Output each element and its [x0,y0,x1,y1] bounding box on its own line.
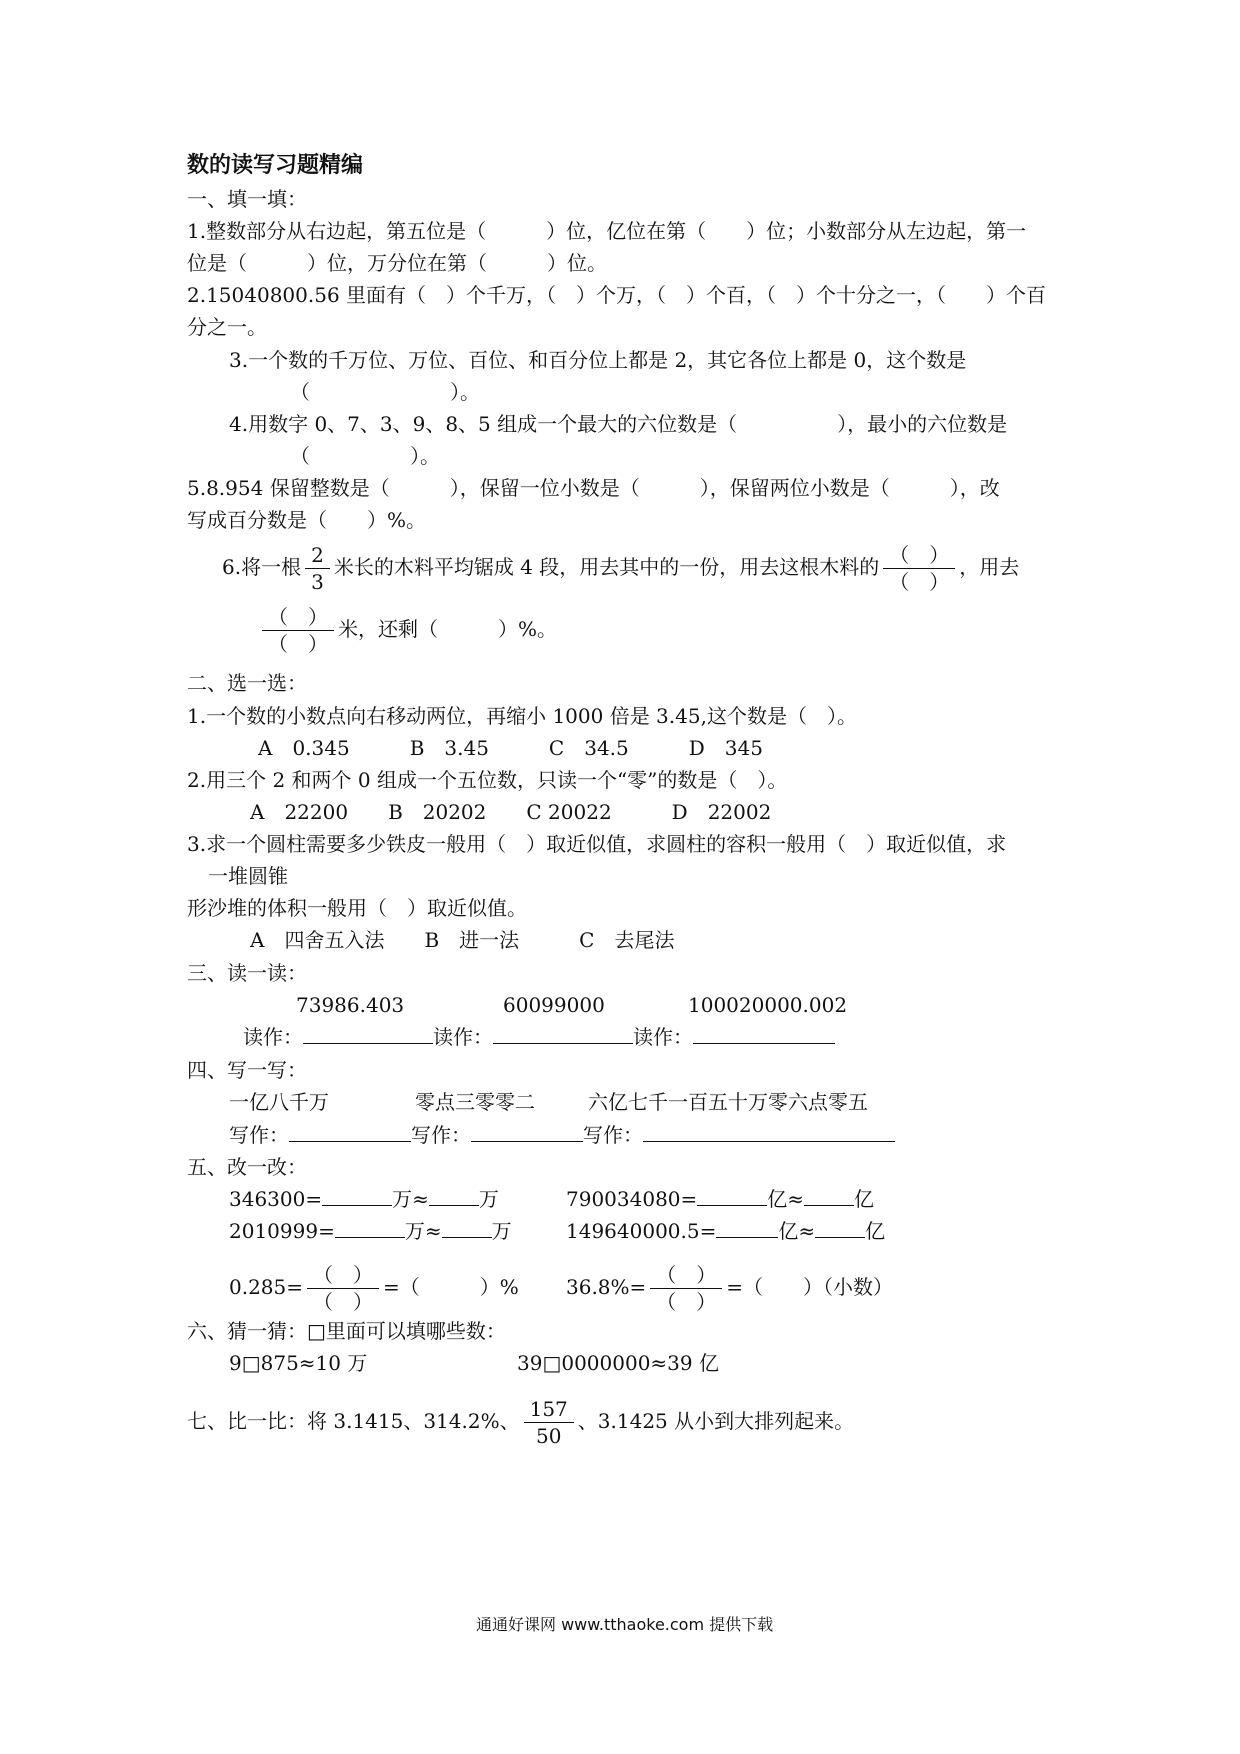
blank-denominator: （ ） [313,1290,374,1314]
unit-approx: 亿≈ [778,1219,816,1243]
q6-line2-end: 米，还剩（ ）%。 [338,617,558,641]
write-answer-row [229,1122,895,1148]
answer-blank [429,1187,479,1206]
answer-blank [442,1219,492,1238]
s2-question-3-line3: 形沙堆的体积一般用（ ）取近似值。 [187,896,527,920]
blank-numerator: （ ） [262,604,334,631]
q6-end: ，用去 [959,555,1020,579]
unit: 亿 [854,1187,875,1211]
write-text-3: 六亿七千一百五十万零六点零五 [588,1090,868,1114]
section-6-heading: 六、猜一猜：□里面可以填哪些数： [187,1319,506,1343]
blank-fraction [262,604,334,657]
fraction-numerator: 157 [524,1396,574,1423]
s2-question-2-options: A 22200 B 20202 C 20022 D 22002 [250,800,772,824]
convert-row-1a [229,1186,499,1212]
answer-blank [804,1187,854,1206]
answer-blank [471,1123,583,1142]
read-number-3: 100020000.002 [688,993,848,1017]
section-7-line [187,1396,854,1449]
fraction-numerator: 2 [305,542,330,569]
s1-question-3-line1: 3.一个数的千万位、万位、百位、和百分位上都是 2，其它各位上都是 0，这个数是 [229,348,967,372]
compare-prefix: 七、比一比：将 3.1415、314.2%、 [187,1409,520,1433]
convert-row-2b [566,1218,885,1244]
convert-row-2a [229,1218,512,1244]
guess-item-2: 39□0000000≈39 亿 [517,1351,719,1375]
blank-denominator: （ ） [656,1290,717,1314]
answer-blank [289,1123,411,1142]
read-label: 读作： [433,1025,493,1049]
answer-blank [335,1219,405,1238]
read-answer-row [243,1024,835,1050]
convert-number: 149640000.5= [566,1219,717,1243]
s1-question-5-line1: 5.8.954 保留整数是（ ），保留一位小数是（ ），保留两位小数是（ ），改 [187,476,1000,500]
convert-row-3a [229,1262,519,1315]
answer-blank [643,1123,895,1142]
answer-blank [693,1025,835,1044]
page-title: 数的读写习题精编 [187,153,364,178]
convert-end: =（ ）（小数） [726,1275,894,1299]
write-label: 写作： [411,1123,471,1147]
s2-question-1: 1.一个数的小数点向右移动两位，再缩小 1000 倍是 3.45,这个数是（ ）。 [187,704,857,728]
fraction-denominator: 3 [311,570,324,594]
s1-question-2-line1: 2.15040800.56 里面有（ ）个千万，（ ）个万，（ ）个百，（ ）个十分之一，（ ）个百 [187,283,1047,307]
blank-fraction [650,1262,722,1315]
read-number-2: 60099000 [503,993,605,1017]
fraction-denominator: 50 [535,1424,562,1448]
blank-denominator: （ ） [268,632,328,656]
q6-prefix: 6.将一根 [222,555,302,579]
s2-question-3-line1: 3.求一个圆柱需要多少铁皮一般用（ ）取近似值，求圆柱的容积一般用（ ）取近似值，求 [187,832,1007,856]
section-1-heading: 一、填一填： [187,187,307,211]
fraction-two-thirds [305,542,330,595]
convert-number: 346300= [229,1187,323,1211]
blank-numerator: （ ） [307,1262,379,1289]
s2-question-1-options: A 0.345 B 3.45 C 34.5 D 345 [258,736,763,760]
write-text-1: 一亿八千万 [229,1090,329,1114]
write-label: 写作： [583,1123,643,1147]
answer-blank [322,1187,392,1206]
section-4-heading: 四、写一写： [187,1058,307,1082]
s1-question-1-line1: 1.整数部分从右边起，第五位是（ ）位，亿位在第（ ）位；小数部分从左边起，第一 [187,219,1027,243]
s2-question-3-options: A 四舍五入法 B 进一法 C 去尾法 [250,928,675,952]
answer-blank [815,1219,865,1238]
fraction-157-50 [524,1396,574,1449]
unit-approx: 万≈ [392,1187,429,1211]
unit-approx: 亿≈ [767,1187,805,1211]
section-2-heading: 二、选一选： [187,671,307,695]
s1-question-4-line1: 4.用数字 0、7、3、9、8、5 组成一个最大的六位数是（ ），最小的六位数是 [229,412,1008,436]
guess-item-1: 9□875≈10 万 [229,1351,368,1375]
s1-question-4-line2: （ ）。 [290,444,440,468]
answer-blank [493,1025,633,1044]
convert-number: 0.285= [229,1275,304,1299]
compare-suffix: 、3.1425 从小到大排列起来。 [577,1409,855,1433]
unit: 万 [478,1187,499,1211]
unit: 亿 [865,1219,886,1243]
s1-question-1-line2: 位是（ ）位，万分位在第（ ）位。 [187,251,607,275]
s1-question-3-line2: （ ）。 [290,380,480,404]
s1-question-5-line2: 写成百分数是（ ）%。 [187,508,427,532]
blank-numerator: （ ） [650,1262,722,1289]
blank-fraction [883,542,955,595]
s1-question-6-line2 [258,604,557,657]
answer-blank [716,1219,778,1238]
read-number-1: 73986.403 [296,993,405,1017]
unit-approx: 万≈ [404,1219,442,1243]
s1-question-6-line1 [222,542,1019,595]
section-5-heading: 五、改一改： [187,1155,307,1179]
convert-number: 36.8%= [566,1275,647,1299]
read-label: 读作： [633,1025,693,1049]
convert-number: 790034080= [566,1187,698,1211]
unit: 万 [491,1219,512,1243]
answer-blank [697,1187,767,1206]
section-3-heading: 三、读一读： [187,961,307,985]
convert-row-3b [566,1262,893,1315]
write-text-2: 零点三零零二 [415,1090,535,1114]
q6-middle: 米长的木料平均锯成 4 段，用去其中的一份，用去这根木料的 [333,555,880,579]
page-footer: 通通好课网 www.tthaoke.com 提供下载 [476,1615,774,1634]
read-label: 读作： [243,1025,303,1049]
s1-question-2-line2: 分之一。 [187,315,267,339]
convert-end: =（ ）% [383,1275,519,1299]
convert-row-1b [566,1186,874,1212]
convert-number: 2010999= [229,1219,335,1243]
blank-denominator: （ ） [889,570,950,594]
blank-numerator: （ ） [883,542,955,569]
s2-question-2: 2.用三个 2 和两个 0 组成一个五位数，只读一个“零”的数是（ ）。 [187,768,788,792]
write-label: 写作： [229,1123,289,1147]
answer-blank [303,1025,433,1044]
s2-question-3-line2: 一堆圆锥 [208,864,288,888]
blank-fraction [307,1262,379,1315]
